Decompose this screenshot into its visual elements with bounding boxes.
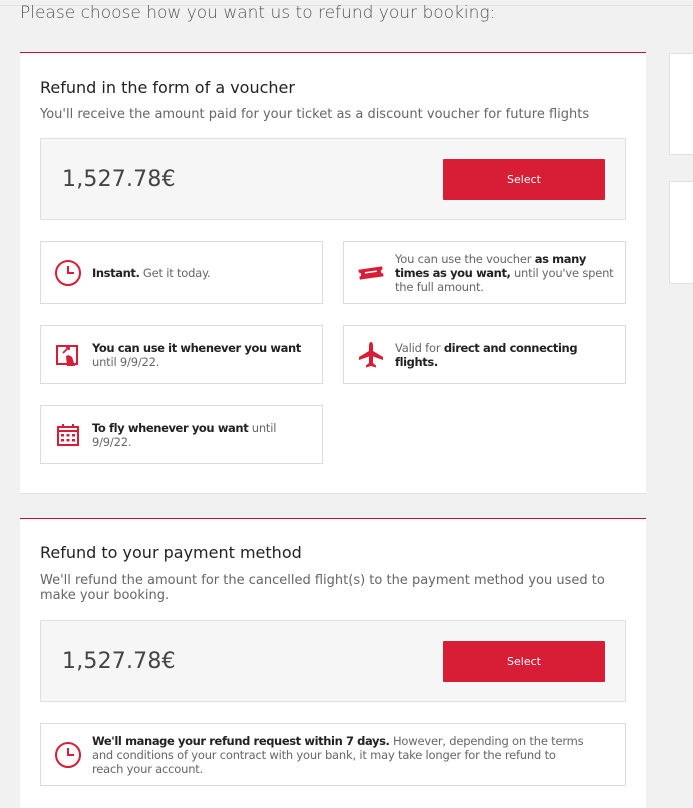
voucher-card bbox=[20, 52, 646, 493]
voucher-select-button[interactable]: Select bbox=[443, 159, 605, 200]
feature-instant bbox=[40, 241, 323, 304]
feature-text: Instant. Get it today. bbox=[92, 265, 211, 280]
refund-timing-note bbox=[40, 723, 626, 786]
feature-multiple-uses bbox=[343, 241, 626, 304]
page-heading: Please choose how you want us to refund your booking: bbox=[20, 3, 496, 23]
side-panel-1 bbox=[669, 53, 693, 155]
feature-text: To fly whenever you want until 9/9/22. bbox=[92, 420, 277, 449]
feature-text: You can use the voucher as many times as you want, until you've spent the full amount. bbox=[395, 251, 614, 294]
note-text: We'll manage your refund request within 7 days. However, depending on the terms and conditions of your contract with your bank, it may take longer for the refund to reach your account. bbox=[92, 733, 584, 776]
clock-icon bbox=[53, 740, 83, 770]
feature-flights bbox=[343, 325, 626, 384]
feature-use-anytime bbox=[40, 325, 323, 384]
voucher-subtitle: You'll receive the amount paid for your ticket as a discount voucher for future flights bbox=[40, 107, 590, 122]
payment-amount: 1,527.78€ bbox=[62, 649, 176, 674]
side-panel-2 bbox=[669, 181, 693, 284]
ticket-icon bbox=[356, 258, 386, 288]
payment-amount-box bbox=[40, 620, 626, 702]
clock-icon bbox=[53, 258, 83, 288]
payment-select-button[interactable]: Select bbox=[443, 641, 605, 682]
voucher-amount-box bbox=[40, 138, 626, 220]
payment-subtitle: We'll refund the amount for the cancelled flight(s) to the payment method you used to make your booking. bbox=[40, 573, 605, 603]
voucher-amount: 1,527.78€ bbox=[62, 167, 176, 192]
plane-icon bbox=[356, 340, 386, 370]
payment-card bbox=[20, 518, 646, 808]
calendar-icon bbox=[53, 420, 83, 450]
feature-fly-anytime bbox=[40, 405, 323, 464]
voucher-title: Refund in the form of a voucher bbox=[40, 78, 295, 97]
feature-text: You can use it whenever you want until 9/9/22. bbox=[92, 340, 301, 369]
payment-title: Refund to your payment method bbox=[40, 543, 302, 562]
calendar-touch-icon bbox=[53, 340, 83, 370]
feature-text: Valid for direct and connecting flights. bbox=[395, 340, 578, 369]
